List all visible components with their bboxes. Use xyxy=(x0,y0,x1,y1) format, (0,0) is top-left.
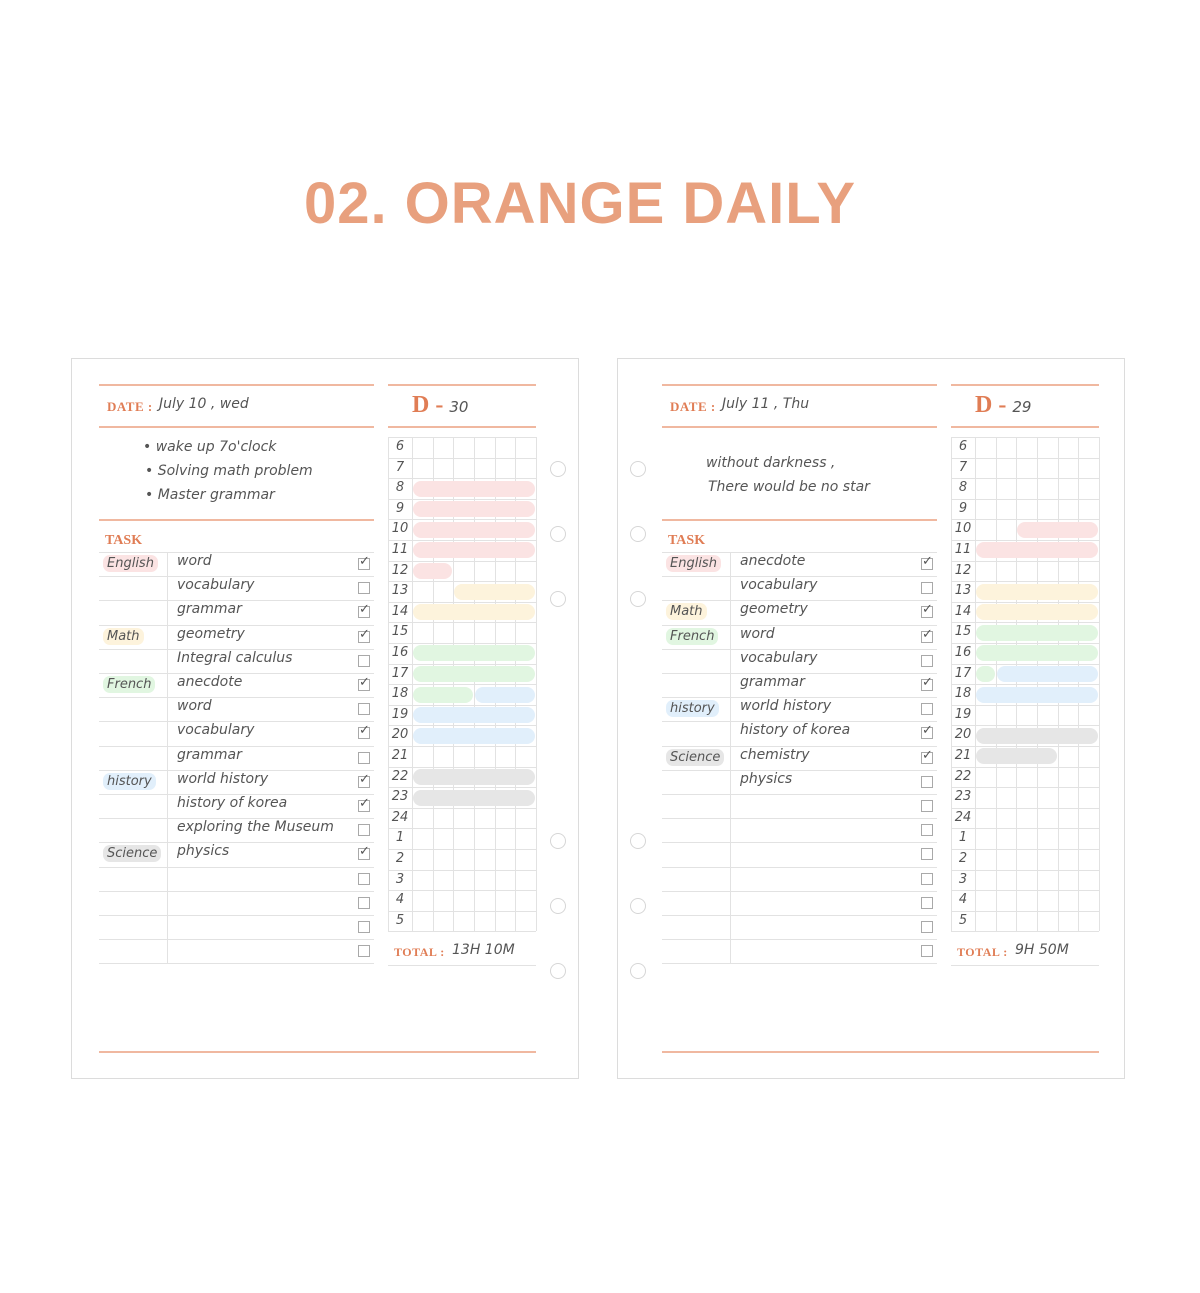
time-block xyxy=(413,687,473,703)
timetable-col-line xyxy=(996,437,997,931)
hour-label: 11 xyxy=(954,542,972,557)
hour-label: 9 xyxy=(395,500,405,516)
timetable-col-line xyxy=(1099,437,1100,931)
hour-label: 5 xyxy=(395,912,405,928)
timetable-row-line xyxy=(388,725,536,726)
time-block xyxy=(1017,522,1098,538)
date-value: July 10 , wed xyxy=(159,396,249,412)
task-checkbox[interactable] xyxy=(358,602,370,618)
task-name: grammar xyxy=(177,746,242,763)
hour-label: 13 xyxy=(954,583,972,599)
hour-label: 11 xyxy=(391,542,409,557)
checkmark-icon: ✓ xyxy=(359,675,370,690)
subject-label: Science xyxy=(666,749,724,766)
hour-label: 15 xyxy=(391,624,409,640)
task-name: anecdote xyxy=(177,674,243,690)
timetable-row-line xyxy=(388,828,536,829)
task-checkbox[interactable] xyxy=(921,776,933,788)
hour-label: 15 xyxy=(954,624,972,640)
task-name: Integral calculus xyxy=(177,649,293,666)
timetable-row-line xyxy=(388,787,536,788)
divider-line xyxy=(662,426,937,428)
checkmark-icon: ✓ xyxy=(359,626,370,642)
task-checkbox[interactable] xyxy=(358,723,370,739)
time-block xyxy=(413,728,535,744)
hour-label: 16 xyxy=(391,645,409,660)
d-day-count: 29 xyxy=(1012,398,1032,416)
timetable-col-line xyxy=(1037,437,1038,931)
subject-label: English xyxy=(103,555,158,572)
timetable-row-line xyxy=(388,478,536,479)
hour-label: 3 xyxy=(958,871,968,887)
divider-line xyxy=(99,426,374,428)
task-row-line xyxy=(99,867,374,868)
task-checkbox[interactable] xyxy=(921,582,933,594)
task-row-line xyxy=(99,842,374,843)
task-checkbox[interactable] xyxy=(358,703,370,715)
task-checkbox[interactable] xyxy=(358,582,370,594)
task-name: grammar xyxy=(177,601,242,618)
timetable-row-line xyxy=(951,478,1099,479)
timetable-row-line xyxy=(951,499,1099,500)
hour-label: 5 xyxy=(958,912,968,928)
timetable-row-line xyxy=(951,849,1099,850)
task-checkbox[interactable] xyxy=(358,945,370,957)
subject-label: French xyxy=(103,676,155,693)
timetable-row-line xyxy=(388,911,536,912)
task-row-line xyxy=(662,770,937,771)
time-block xyxy=(413,769,535,785)
task-name: word xyxy=(740,625,775,642)
binder-hole xyxy=(630,963,646,979)
timetable-row-line xyxy=(951,458,1099,459)
hour-label: 6 xyxy=(958,439,968,454)
timetable-row-line xyxy=(951,828,1099,829)
memo-line: without darkness , xyxy=(706,455,836,471)
timetable-row-line xyxy=(388,561,536,562)
checkmark-icon: ✓ xyxy=(359,796,370,811)
hour-label: 14 xyxy=(391,603,409,619)
hour-label: 24 xyxy=(391,809,409,825)
task-checkbox[interactable] xyxy=(921,848,933,860)
hour-label: 2 xyxy=(395,851,405,866)
memo-line: • Master grammar xyxy=(145,487,275,503)
task-name: anecdote xyxy=(740,553,806,569)
time-block xyxy=(976,748,1057,764)
task-checkbox[interactable] xyxy=(358,752,370,764)
task-row-line xyxy=(99,552,374,553)
timetable-row-line xyxy=(951,767,1099,768)
hour-label: 13 xyxy=(391,583,409,599)
time-block xyxy=(475,687,535,703)
hour-label: 14 xyxy=(954,603,972,619)
binder-hole xyxy=(630,833,646,849)
task-checkbox[interactable] xyxy=(921,747,933,764)
binder-hole xyxy=(630,526,646,542)
time-block xyxy=(454,584,535,600)
hour-label: 7 xyxy=(958,459,968,475)
divider-line xyxy=(951,384,1099,386)
total-value: 13H 10M xyxy=(452,942,515,959)
timetable-row-line xyxy=(388,519,536,520)
timetable-row-line xyxy=(388,870,536,871)
hour-label: 10 xyxy=(391,521,409,537)
hour-label: 18 xyxy=(391,686,409,702)
hour-label: 1 xyxy=(958,830,968,846)
hour-label: 8 xyxy=(958,480,968,496)
task-checkbox[interactable] xyxy=(358,554,370,570)
subject-label: Science xyxy=(103,845,161,862)
timetable-row-line xyxy=(388,499,536,500)
timetable-row-line xyxy=(951,602,1099,603)
memo-line: • wake up 7o'clock xyxy=(143,439,277,455)
timetable-row-line xyxy=(951,519,1099,520)
task-checkbox[interactable] xyxy=(358,897,370,909)
timetable-row-line xyxy=(951,870,1099,871)
task-name: history of korea xyxy=(177,795,288,811)
timetable-row-line xyxy=(388,458,536,459)
time-block xyxy=(413,790,535,806)
binder-hole xyxy=(550,963,566,979)
binder-hole xyxy=(630,591,646,607)
task-name: vocabulary xyxy=(177,577,255,594)
checkmark-icon: ✓ xyxy=(922,626,933,642)
hour-label: 12 xyxy=(391,562,409,578)
memo-line: • Solving math problem xyxy=(145,463,313,479)
binder-hole xyxy=(630,898,646,914)
time-block xyxy=(976,584,1098,600)
timetable-row-line xyxy=(951,664,1099,665)
hour-label: 4 xyxy=(958,892,968,908)
task-checkbox[interactable] xyxy=(921,945,933,957)
binder-hole xyxy=(550,898,566,914)
binder-hole xyxy=(550,526,566,542)
task-checkbox[interactable] xyxy=(921,655,933,667)
task-name: vocabulary xyxy=(740,577,818,594)
binder-hole xyxy=(550,833,566,849)
time-block xyxy=(976,604,1098,620)
time-block xyxy=(976,666,995,682)
task-checkbox[interactable] xyxy=(921,824,933,836)
hour-label: 21 xyxy=(391,748,409,763)
timetable-row-line xyxy=(388,622,536,623)
time-block xyxy=(997,666,1098,682)
hour-label: 10 xyxy=(954,521,972,537)
divider-line xyxy=(99,519,374,521)
task-checkbox[interactable] xyxy=(921,602,933,618)
timetable-row-line xyxy=(951,437,1099,438)
timetable-row-line xyxy=(388,437,536,438)
hour-label: 2 xyxy=(958,851,968,866)
hour-label: 3 xyxy=(395,871,405,887)
timetable-row-line xyxy=(388,890,536,891)
hour-label: 1 xyxy=(395,830,405,846)
hour-label: 12 xyxy=(954,562,972,578)
date-label: DATE : xyxy=(670,399,716,414)
checkmark-icon: ✓ xyxy=(359,554,370,569)
page-title: 02. ORANGE DAILY xyxy=(303,171,857,236)
task-name: exploring the Museum xyxy=(177,819,334,836)
task-name: word xyxy=(177,553,212,569)
total-underline xyxy=(388,965,536,966)
task-name: word xyxy=(177,698,212,715)
planner-page-right xyxy=(617,358,1125,1079)
task-row-line xyxy=(99,697,374,698)
timetable-row-line xyxy=(951,931,1099,932)
hour-label: 17 xyxy=(391,665,409,681)
task-name: world history xyxy=(740,698,832,715)
task-row-line xyxy=(662,818,937,819)
hour-label: 22 xyxy=(391,768,409,784)
timetable-row-line xyxy=(951,684,1099,685)
binder-hole xyxy=(550,461,566,477)
timetable-row-line xyxy=(951,808,1099,809)
time-block xyxy=(413,542,535,558)
timetable-row-line xyxy=(951,540,1099,541)
d-day xyxy=(975,392,1031,419)
time-block xyxy=(413,707,535,723)
checkmark-icon: ✓ xyxy=(922,747,933,763)
date-value: July 11 , Thu xyxy=(722,396,810,412)
task-label: TASK xyxy=(668,533,706,548)
task-row-line xyxy=(99,939,374,940)
total-label: TOTAL : xyxy=(394,945,445,960)
subject-label: French xyxy=(666,628,718,645)
timetable-col-line xyxy=(1058,437,1059,931)
task-checkbox[interactable] xyxy=(921,703,933,715)
hour-label: 8 xyxy=(395,480,405,496)
task-name: geometry xyxy=(740,601,808,618)
timetable-row-line xyxy=(388,931,536,932)
footer-line xyxy=(662,1051,1099,1053)
hour-label: 22 xyxy=(954,768,972,784)
task-row-line xyxy=(99,915,374,916)
task-row-line xyxy=(99,891,374,892)
planner-page-left xyxy=(71,358,579,1079)
timetable-col-line xyxy=(1016,437,1017,931)
checkmark-icon: ✓ xyxy=(359,771,370,787)
timetable-row-line xyxy=(388,746,536,747)
timetable-row-line xyxy=(951,890,1099,891)
date-label: DATE : xyxy=(107,399,153,414)
task-checkbox[interactable] xyxy=(358,844,370,860)
timetable-row-line xyxy=(951,622,1099,623)
total-value: 9H 50M xyxy=(1015,942,1069,959)
task-row-line xyxy=(662,939,937,940)
task-checkbox[interactable] xyxy=(358,824,370,836)
hour-label: 23 xyxy=(954,789,972,805)
task-checkbox[interactable] xyxy=(921,626,933,643)
hour-label: 19 xyxy=(391,706,409,722)
checkmark-icon: ✓ xyxy=(359,844,370,860)
hour-label: 20 xyxy=(954,727,972,743)
divider-line xyxy=(951,426,1099,428)
task-row-line xyxy=(662,625,937,626)
task-name: chemistry xyxy=(740,746,810,763)
timetable-row-line xyxy=(388,664,536,665)
timetable-row-line xyxy=(388,643,536,644)
time-block xyxy=(976,645,1098,661)
timetable-row-line xyxy=(388,808,536,809)
subject-column-divider xyxy=(730,552,731,963)
timetable-row-line xyxy=(951,725,1099,726)
time-block xyxy=(976,625,1098,641)
task-name: vocabulary xyxy=(177,722,255,739)
d-day xyxy=(412,392,468,419)
timetable-row-line xyxy=(388,602,536,603)
timetable-row-line xyxy=(388,581,536,582)
checkmark-icon: ✓ xyxy=(359,723,370,739)
hour-label: 24 xyxy=(954,809,972,825)
task-name: vocabulary xyxy=(740,649,818,666)
task-checkbox[interactable] xyxy=(358,921,370,933)
timetable-row-line xyxy=(951,643,1099,644)
total-label: TOTAL : xyxy=(957,945,1008,960)
d-day-prefix: D - xyxy=(412,392,444,418)
timetable-row-line xyxy=(388,684,536,685)
checkmark-icon: ✓ xyxy=(922,723,933,739)
subject-label: history xyxy=(103,773,156,790)
binder-hole xyxy=(550,591,566,607)
timetable-row-line xyxy=(951,787,1099,788)
timetable-row-line xyxy=(388,849,536,850)
timetable-row-line xyxy=(951,911,1099,912)
checkmark-icon: ✓ xyxy=(359,602,370,618)
task-name: physics xyxy=(177,843,230,860)
divider-line xyxy=(388,384,536,386)
task-row-line xyxy=(662,891,937,892)
timetable-row-line xyxy=(951,561,1099,562)
divider-line xyxy=(99,384,374,386)
task-row-line xyxy=(99,963,374,964)
subject-label: Math xyxy=(103,628,144,645)
time-block xyxy=(413,481,535,497)
task-checkbox[interactable] xyxy=(921,873,933,885)
time-block xyxy=(413,604,535,620)
divider-line xyxy=(662,519,937,521)
task-row-line xyxy=(662,867,937,868)
task-name: grammar xyxy=(740,674,805,690)
task-checkbox[interactable] xyxy=(921,800,933,812)
subject-column-divider xyxy=(167,552,168,963)
task-checkbox[interactable] xyxy=(921,723,933,739)
time-block xyxy=(413,563,452,579)
hour-label: 6 xyxy=(395,439,405,454)
d-day-prefix: D - xyxy=(975,392,1007,418)
timetable-row-line xyxy=(951,705,1099,706)
divider-line xyxy=(388,426,536,428)
subject-label: English xyxy=(666,555,721,572)
subject-label: Math xyxy=(666,603,707,620)
task-name: geometry xyxy=(177,625,245,642)
binder-hole xyxy=(630,461,646,477)
timetable-row-line xyxy=(951,746,1099,747)
task-checkbox[interactable] xyxy=(358,655,370,667)
hour-label: 19 xyxy=(954,706,972,722)
time-block xyxy=(976,542,1098,558)
hour-label: 17 xyxy=(954,665,972,681)
task-name: history of korea xyxy=(740,722,851,739)
timetable-row-line xyxy=(388,540,536,541)
hour-label: 18 xyxy=(954,686,972,702)
total-underline xyxy=(951,965,1099,966)
task-checkbox[interactable] xyxy=(921,554,933,570)
hour-label: 16 xyxy=(954,645,972,660)
timetable-col-line xyxy=(536,437,537,931)
memo-line: There would be no star xyxy=(708,479,870,495)
checkmark-icon: ✓ xyxy=(922,675,933,690)
d-day-count: 30 xyxy=(449,398,469,416)
timetable-row-line xyxy=(951,581,1099,582)
task-checkbox[interactable] xyxy=(358,796,370,812)
checkmark-icon: ✓ xyxy=(922,554,933,569)
time-block xyxy=(413,522,535,538)
task-checkbox[interactable] xyxy=(921,921,933,933)
task-checkbox[interactable] xyxy=(921,675,933,691)
task-row-line xyxy=(662,842,937,843)
task-row-line xyxy=(662,794,937,795)
task-row-line xyxy=(662,963,937,964)
timetable-row-line xyxy=(388,705,536,706)
hour-label: 7 xyxy=(395,459,405,475)
task-name: world history xyxy=(177,770,269,787)
time-block xyxy=(976,728,1098,744)
subject-label: history xyxy=(666,700,719,717)
hour-label: 9 xyxy=(958,500,968,516)
task-name: physics xyxy=(740,770,793,787)
footer-line xyxy=(99,1051,536,1053)
task-checkbox[interactable] xyxy=(358,873,370,885)
task-label: TASK xyxy=(105,533,143,548)
task-checkbox[interactable] xyxy=(921,897,933,909)
task-row-line xyxy=(662,915,937,916)
task-checkbox[interactable] xyxy=(358,675,370,691)
time-block xyxy=(976,687,1098,703)
hour-label: 4 xyxy=(395,892,405,908)
hour-label: 20 xyxy=(391,727,409,743)
hour-label: 23 xyxy=(391,789,409,805)
time-block xyxy=(413,645,535,661)
timetable-col-line xyxy=(1078,437,1079,931)
time-block xyxy=(413,501,535,517)
task-checkbox[interactable] xyxy=(358,771,370,788)
hour-label: 21 xyxy=(954,748,972,763)
task-checkbox[interactable] xyxy=(358,626,370,643)
time-block xyxy=(413,666,535,682)
timetable-col-line xyxy=(975,437,976,931)
timetable-row-line xyxy=(388,767,536,768)
divider-line xyxy=(662,384,937,386)
checkmark-icon: ✓ xyxy=(922,602,933,618)
